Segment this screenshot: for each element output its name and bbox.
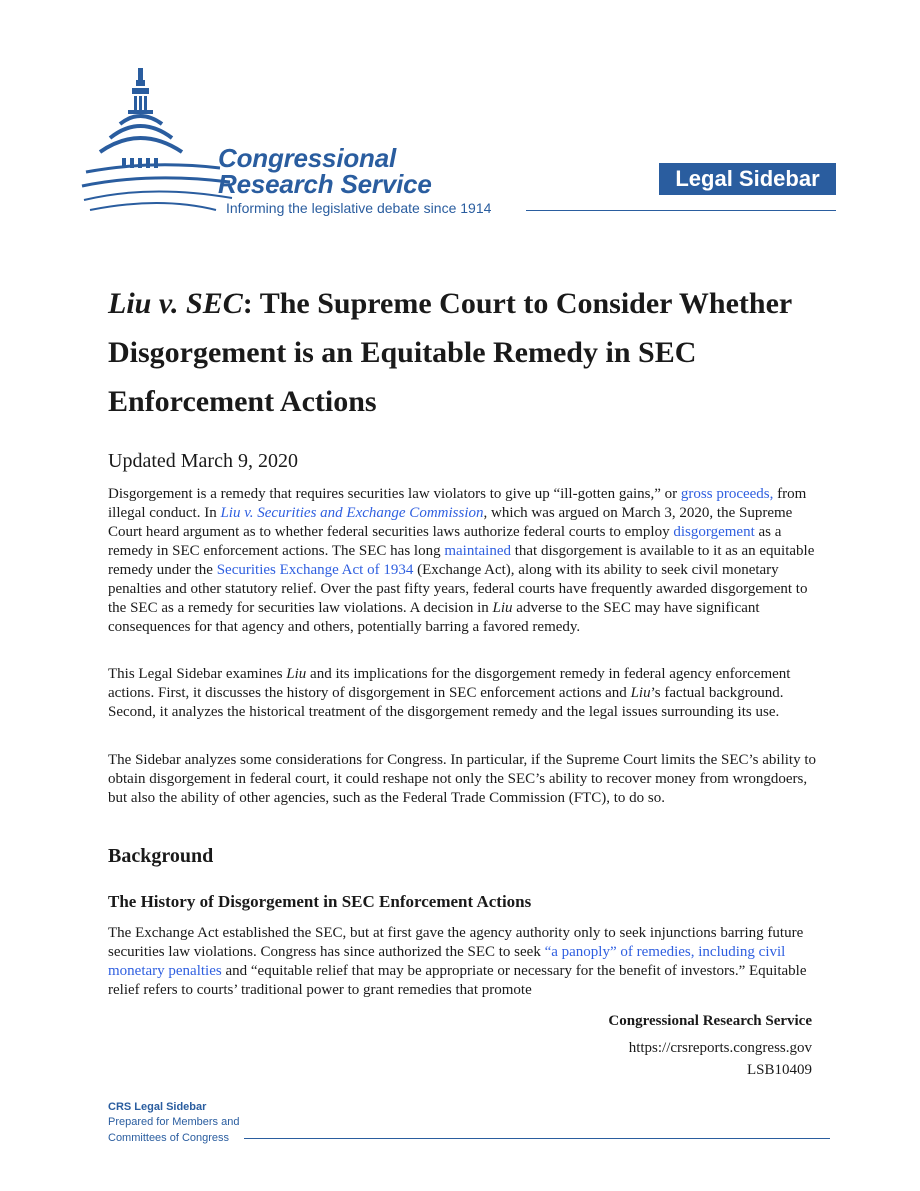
tagline-rule bbox=[526, 210, 836, 211]
updated-date: Updated March 9, 2020 bbox=[108, 450, 298, 472]
org-name-line1: Congressional bbox=[218, 143, 396, 173]
page-title bbox=[108, 279, 808, 426]
link-panoply-remedies[interactable]: “a panoply” of remedies, including civil monetary penalties bbox=[108, 944, 786, 979]
history-paragraph: The Exchange Act established the SEC, but at first gave the agency authority only to seek injunctions barring future securities law violations. Congress has since authorized the SEC to seek “a panoply” of remedies, including civil monetary penalties and “equitable relief that may be appropriate or necessary for the benefit of investors.” Equitable relief refers to courts’ traditional power to grant remedies that promote bbox=[108, 925, 807, 998]
link-gross-proceeds[interactable]: gross proceeds, bbox=[680, 486, 774, 502]
subsection-heading-history: The History of Disgorgement in SEC Enforcement Actions bbox=[108, 892, 532, 911]
footer-report-id: LSB10409 bbox=[746, 1062, 812, 1078]
considerations-paragraph: The Sidebar analyzes some considerations for Congress. In particular, if the Supreme Court limits the SEC’s ability to obtain disgorgement in federal court, it could reshape not only the SEC’s ability to recover money from wrongdoers, but also the ability of other agencies, such as the Federal Trade Commission (FTC), to do so. bbox=[108, 752, 817, 806]
org-tagline: Informing the legislative debate since 1914 bbox=[226, 200, 492, 216]
link-disgorgement[interactable]: disgorgement bbox=[673, 524, 755, 540]
link-exchange-act[interactable]: Securities Exchange Act of 1934 bbox=[216, 562, 414, 578]
intro-paragraph: Disgorgement is a remedy that requires securities law violators to give up “ill-gotten gains,” or gross proceeds, from illegal conduct. In Liu v. Securities and Exchange Commission, which was argued on March 3, 2020, the Supreme Court heard argument as to whether federal securities laws authorize federal courts to employ disgorgement as a remedy in SEC enforcement actions. The SEC has long maintained that disgorgement is available to it as an equitable remedy under the Securities Exchange Act of 1934 (Exchange Act), along with its ability to seek civil monetary penalties and other statutory relief. Over the past fifty years, federal courts have frequently awarded disgorgement to the SEC as a remedy for securities law violations. A decision in Liu adverse to the SEC may have significant consequences for that agency and others, potentially barring a favored remedy. bbox=[108, 486, 815, 635]
footer-committees: Committees of Congress bbox=[108, 1132, 230, 1144]
link-maintained[interactable]: maintained bbox=[444, 543, 511, 559]
footer-url[interactable]: https://crsreports.congress.gov bbox=[628, 1040, 812, 1056]
link-liu-case[interactable]: Liu v. Securities and Exchange Commission bbox=[220, 505, 484, 521]
footer-sidebar-label: CRS Legal Sidebar bbox=[108, 1101, 207, 1113]
legal-sidebar-badge: Legal Sidebar bbox=[659, 163, 836, 195]
footer-prepared-for: Prepared for Members and bbox=[108, 1116, 240, 1128]
footer-rule bbox=[244, 1138, 830, 1139]
footer-org-name: Congressional Research Service bbox=[608, 1013, 812, 1029]
capitol-dome-logo-icon bbox=[80, 64, 240, 220]
title-rest: : The Supreme Court to Consider Whether Disgorgement is an Equitable Remedy in SEC Enforcement Actions bbox=[108, 287, 792, 418]
section-heading-background: Background bbox=[108, 845, 214, 867]
org-name-line2: Research Service bbox=[218, 169, 432, 199]
overview-paragraph: This Legal Sidebar examines Liu and its implications for the disgorgement remedy in federal agency enforcement actions. First, it discusses the history of disgorgement in SEC enforcement actions and Liu’s factual background. Second, it analyzes the historical treatment of the disgorgement remedy and the legal issues surrounding its use. bbox=[108, 666, 791, 720]
title-case-name: Liu v. SEC bbox=[108, 287, 243, 320]
